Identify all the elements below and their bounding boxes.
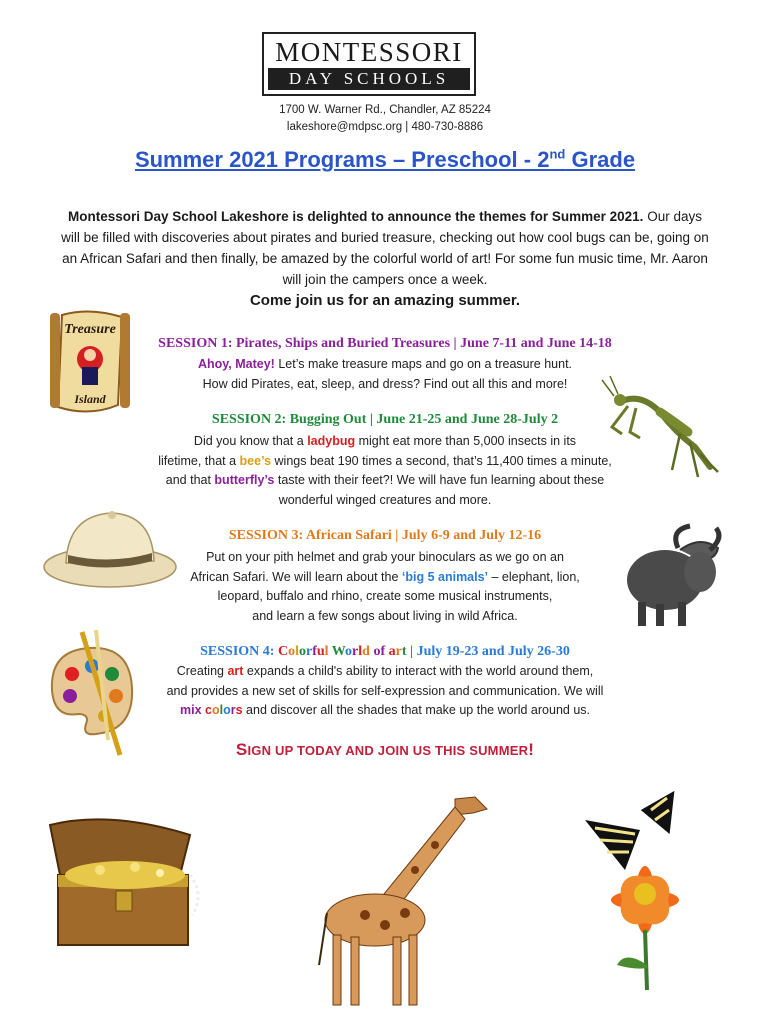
session3-l2b: – elephant, lion,	[488, 569, 580, 584]
colorful-letter: o	[288, 644, 296, 659]
session3-heading: SESSION 3: African Safari | July 6-9 and July 12-16	[228, 528, 542, 543]
colors-letter: l	[219, 703, 224, 717]
address-contact: lakeshore@mdpsc.org | 480-730-8886	[286, 121, 484, 133]
intro-lead: Montessori Day School Lakeshore is delighted to announce the themes for Summer 2021.	[68, 209, 644, 224]
session1-body	[100, 355, 670, 394]
signup-callout	[0, 740, 770, 760]
world-letter: o	[345, 644, 353, 659]
world-letter: d	[362, 644, 370, 659]
treasure-word: Treasure	[64, 322, 116, 337]
title-end: Grade	[565, 147, 636, 173]
bees-text: bee’s	[239, 453, 272, 468]
title-sup: nd	[549, 147, 566, 162]
signup-s: S	[235, 740, 248, 759]
session4-heading-pre: SESSION 4:	[200, 644, 278, 659]
giraffe-image	[305, 785, 495, 1010]
session3-l1: Put on your pith helmet and grab your binoculars as we go on an	[206, 550, 564, 564]
of-word: of	[373, 644, 386, 659]
colorful-letter: l	[324, 644, 329, 659]
colorful-letter: r	[305, 644, 313, 659]
ahoy-text: Ahoy, Matey!	[197, 357, 275, 371]
art-text: art	[227, 664, 244, 678]
signup-bang: !	[528, 740, 535, 759]
world-letter: l	[358, 644, 363, 659]
colorful-letter: u	[316, 644, 325, 659]
intro-paragraph	[60, 206, 710, 290]
session4-heading	[100, 644, 670, 660]
world-letter: r	[352, 644, 359, 659]
session4-heading-post: | July 19-23 and July 26-30	[406, 644, 570, 659]
logo-line2: DAY SCHOOLS	[268, 68, 470, 90]
title-main: Summer 2021 Programs – Preschool - 2	[134, 147, 550, 173]
page-title	[0, 147, 770, 173]
session2-p3a: and that	[165, 473, 215, 487]
session1-heading: SESSION 1: Pirates, Ships and Buried Treasures | June 7-11 and June 14-18	[158, 336, 612, 351]
intro-body: Our days will be filled with discoveries about pirates and buried treasure, checking out how cool bugs can be, going on an African Safari and then finally, be amazed by the colorful world of art! For some fun music time, Mr. Aaron will join the campers once a week.	[61, 209, 709, 287]
session2-p1b: might eat more than 5,000 insects in its	[355, 434, 577, 448]
mix-text: mix	[179, 703, 202, 717]
signup-text: IGN UP TODAY AND JOIN US THIS SUMMER	[247, 743, 529, 758]
session2-p2b: wings beat 190 times a second, that’s 11,400 times a minute,	[271, 453, 612, 468]
colorful-letter: f	[312, 644, 317, 659]
big5-text: ‘big 5 animals’	[401, 569, 489, 584]
session2-p3b: taste with their feet?! We will have fun learning about these	[274, 473, 605, 487]
logo-line1: MONTESSORI	[275, 36, 463, 67]
session4-l1b: expands a child's ability to interact with the world around them,	[243, 664, 594, 678]
session3-l3: leopard, buffalo and rhino, create some musical instruments,	[217, 589, 553, 603]
colors-letter: r	[230, 703, 236, 717]
session2-p4: wonderful winged creatures and more.	[278, 492, 492, 507]
buffalo-image	[620, 520, 725, 630]
session2-body	[100, 432, 670, 510]
butterfly-flower-image	[565, 790, 735, 1000]
session4-l1a: Creating	[176, 664, 228, 678]
session3-l4: and learn a few songs about living in wild Africa.	[252, 608, 518, 623]
colorful-letter: l	[295, 644, 299, 659]
session2-p2a: lifetime, that a	[158, 453, 240, 468]
session1-line2: How did Pirates, eat, sleep, and dress? Find out all this and more!	[202, 376, 568, 391]
session4-l3b: and discover all the shades that make up the world around us.	[242, 703, 590, 717]
session2-heading: SESSION 2: Bugging Out | June 21-25 and June 28-July 2	[211, 412, 559, 427]
session2-p1a: Did you know that a	[193, 434, 308, 448]
ladybug-text: ladybug	[307, 434, 356, 448]
school-logo	[262, 32, 476, 96]
art-letter: t	[401, 644, 407, 659]
join-heading: Come join us for an amazing summer.	[249, 292, 521, 309]
session3-l2a: African Safari. We will learn about the	[190, 569, 402, 584]
butterflys-text: butterfly’s	[214, 473, 275, 487]
treasure-chest-image	[40, 815, 210, 955]
island-word: Island	[74, 392, 106, 406]
colorful-letter: C	[277, 644, 289, 659]
colorful-letter: o	[298, 644, 306, 659]
colors-letter: s	[235, 703, 243, 717]
address-street: 1700 W. Warner Rd., Chandler, AZ 85224	[279, 104, 491, 116]
session1-line1: Let’s make treasure maps and go on a treasure hunt.	[274, 357, 573, 371]
art-letter: r	[395, 644, 402, 659]
session4-l2: and provides a new set of skills for self-expression and communication. We will	[166, 683, 604, 698]
art-letter: a	[388, 644, 396, 659]
colors-letter: o	[211, 703, 220, 717]
colors-letter: c	[205, 703, 212, 717]
session4-body	[100, 662, 670, 721]
world-letter: W	[331, 644, 346, 659]
session3-body	[100, 548, 670, 626]
colors-letter: o	[223, 703, 231, 717]
